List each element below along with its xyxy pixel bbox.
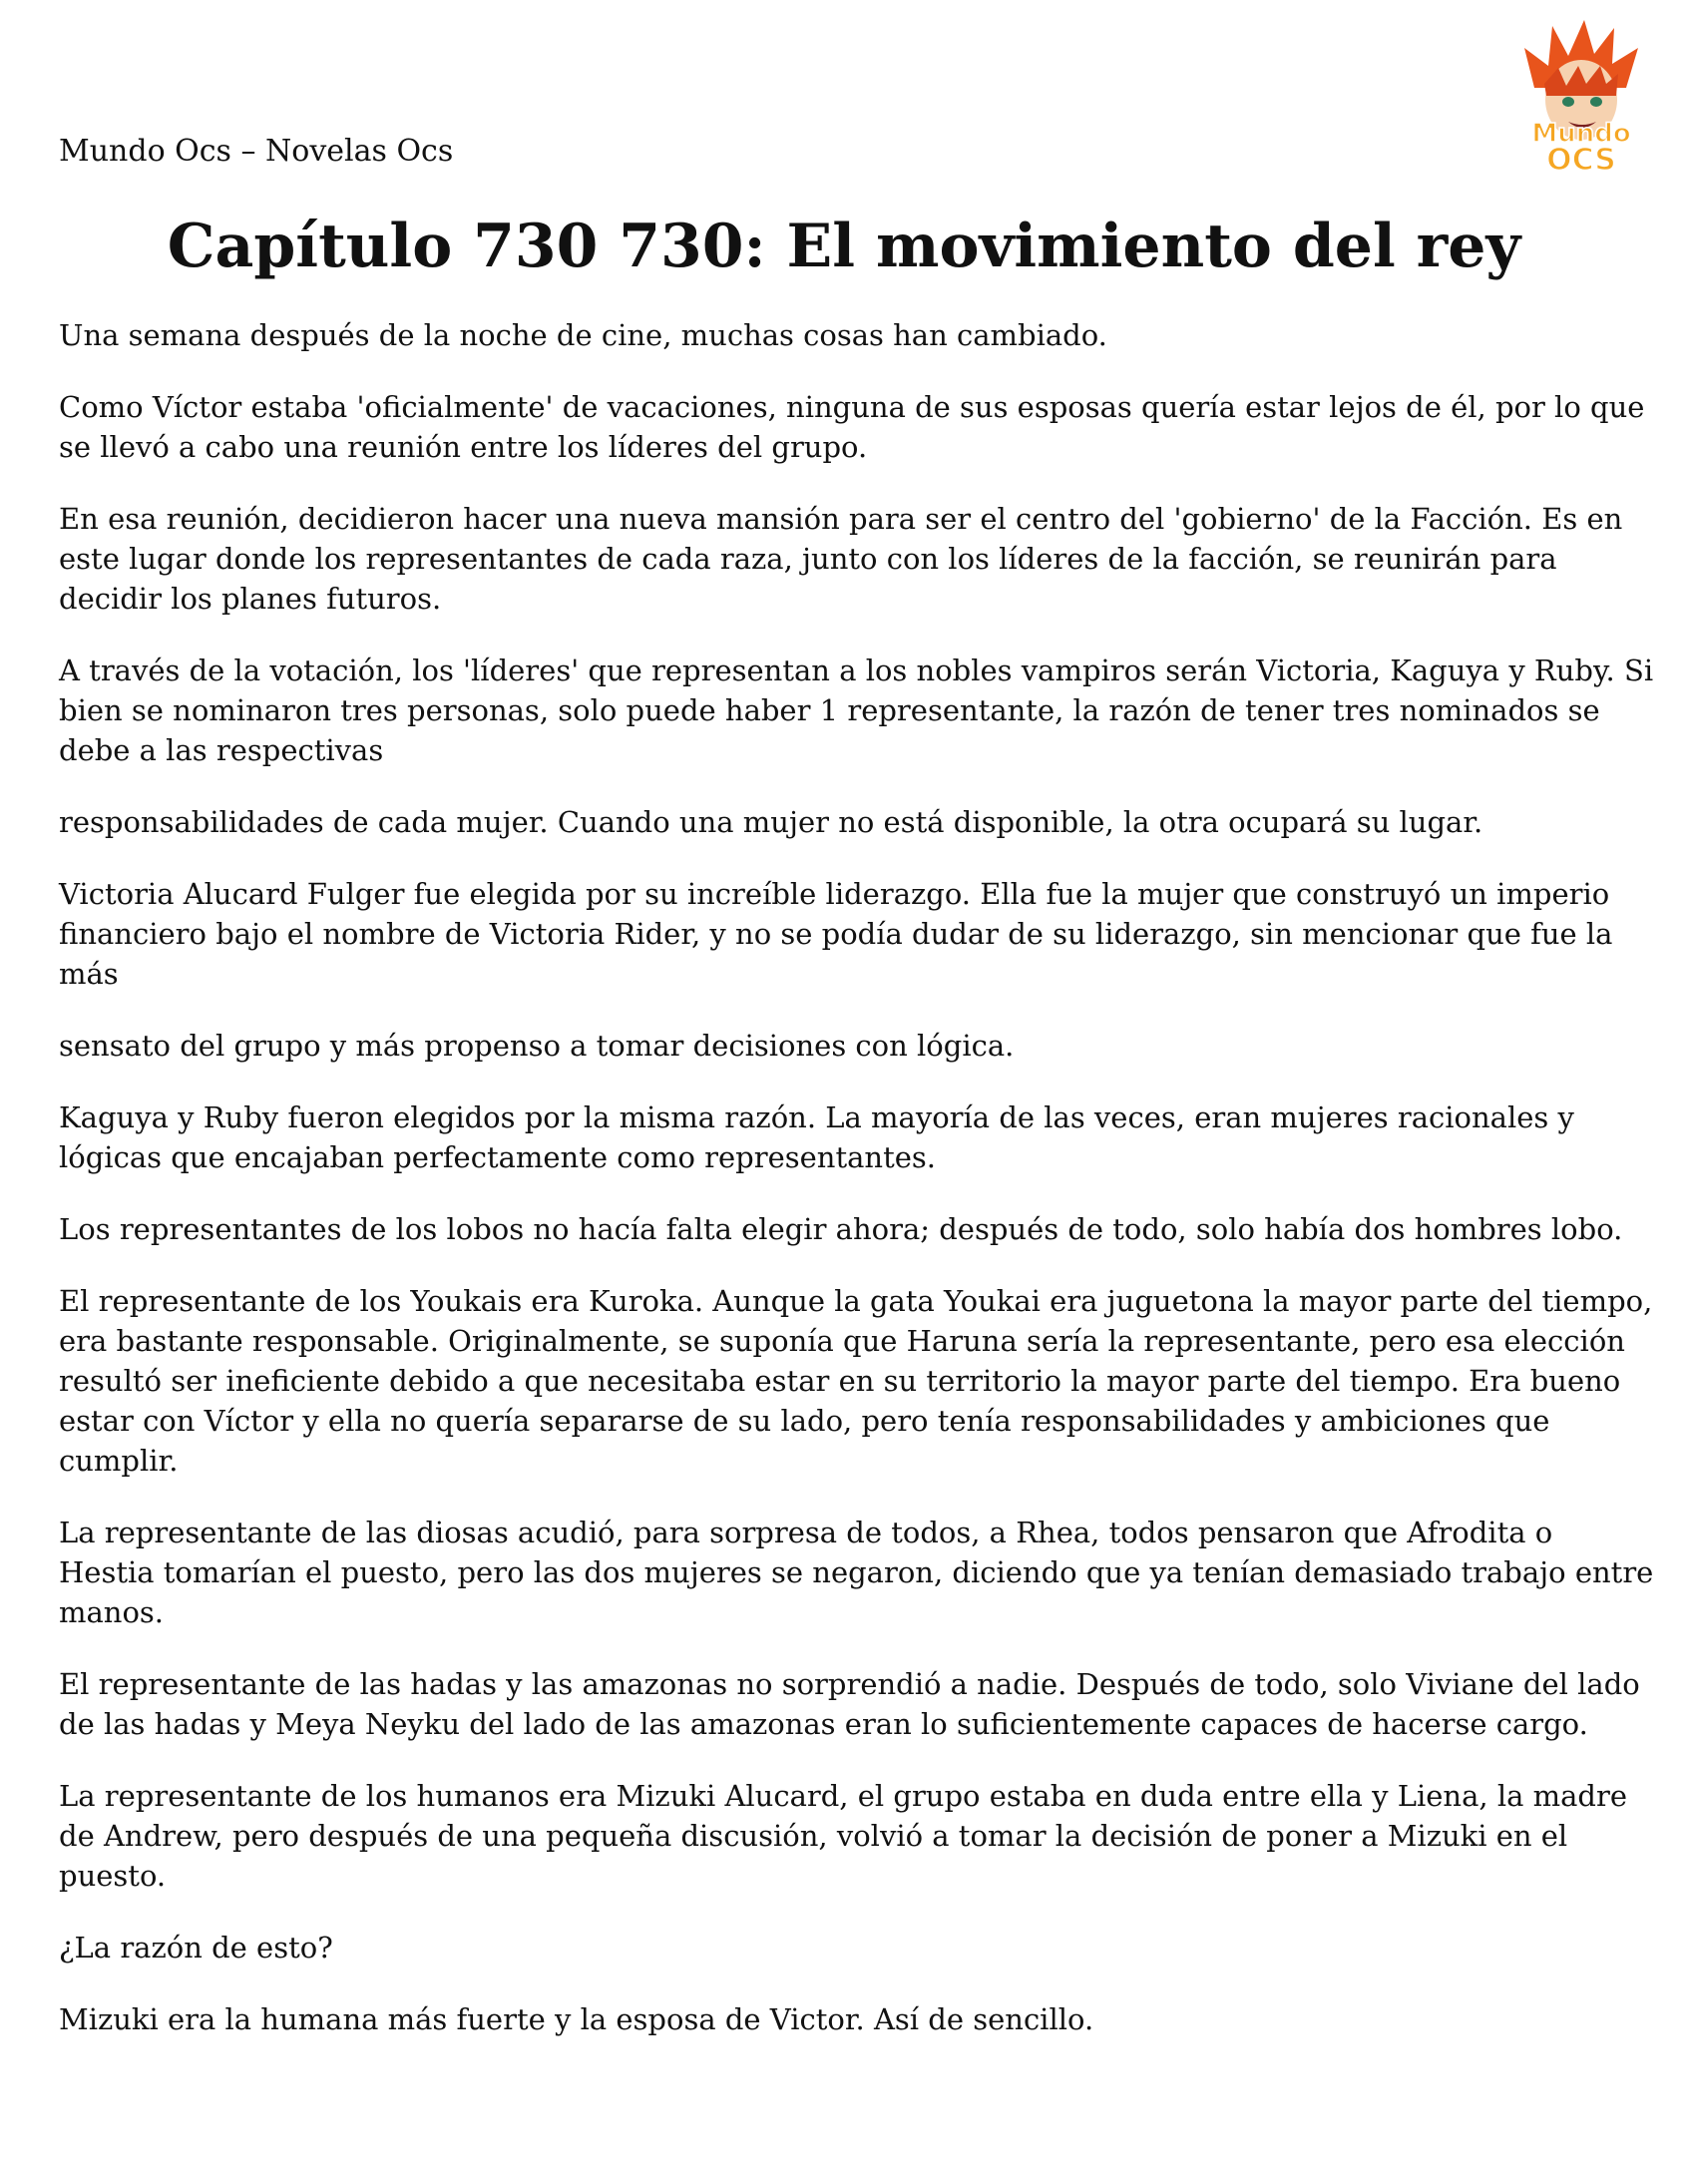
paragraph: Los representantes de los lobos no hacía falta elegir ahora; después de todo, solo había dos hombres lobo. xyxy=(59,1212,1623,1246)
paragraph: La representante de las diosas acudió, para sorpresa de todos, a Rhea, todos pensaron que Afrodita o Hestia tomarían el puesto, pero las dos mujeres se negaron, diciendo que ya tenían demasiado trabajo entre manos. xyxy=(59,1516,1654,1629)
chapter-body xyxy=(59,315,1655,2071)
logo-text-bottom: OCS xyxy=(1546,143,1616,178)
mundo-ocs-logo xyxy=(1506,18,1656,178)
paragraph: Como Víctor estaba 'oficialmente' de vacaciones, ninguna de sus esposas quería estar lejos de él, por lo que se llevó a cabo una reunión entre los líderes del grupo. xyxy=(59,390,1645,464)
chapter-title: Capítulo 730 730: El movimiento del rey xyxy=(167,212,1521,281)
site-header: Mundo Ocs – Novelas Ocs xyxy=(59,134,454,169)
logo-graphic xyxy=(1506,18,1656,178)
paragraph: El representante de las hadas y las amazonas no sorprendió a nadie. Después de todo, solo Viviane del lado de las hadas y Meya Neyku del lado de las amazonas eran lo suficientemente capaces de hacerse cargo. xyxy=(59,1667,1640,1741)
paragraph: A través de la votación, los 'líderes' que representan a los nobles vampiros serán Victoria, Kaguya y Ruby. Si bien se nominaron tres personas, solo puede haber 1 representante, la razón de tener tres nominados se debe a las respectivas xyxy=(59,654,1654,767)
paragraph: Kaguya y Ruby fueron elegidos por la misma razón. La mayoría de las veces, eran mujeres racionales y lógicas que encajaban perfectamente como representantes. xyxy=(59,1100,1574,1174)
logo-text-top: Mundo xyxy=(1531,119,1631,149)
paragraph: Victoria Alucard Fulger fue elegida por su increíble liderazgo. Ella fue la mujer que construyó un imperio financiero bajo el nombre de Victoria Rider, y no se podía dudar de su liderazgo, sin mencionar que fue la más xyxy=(59,877,1613,991)
paragraph: Una semana después de la noche de cine, muchas cosas han cambiado. xyxy=(59,318,1107,352)
paragraph: responsabilidades de cada mujer. Cuando una mujer no está disponible, la otra ocupará su lugar. xyxy=(59,805,1483,839)
paragraph: El representante de los Youkais era Kuroka. Aunque la gata Youkai era juguetona la mayor parte del tiempo, era bastante responsable. Originalmente, se suponía que Haruna sería la representante, pero esa elección resultó ser ineficiente debido a que necesitaba estar en su territorio la mayor parte del tiempo. Era bueno estar con Víctor y ella no quería separarse de su lado, pero tenía responsabilidades y ambiciones que cumplir. xyxy=(59,1284,1653,1478)
paragraph: sensato del grupo y más propenso a tomar decisiones con lógica. xyxy=(59,1029,1015,1063)
paragraph: Mizuki era la humana más fuerte y la esposa de Victor. Así de sencillo. xyxy=(59,2002,1094,2036)
paragraph: ¿La razón de esto? xyxy=(59,1931,333,1965)
paragraph: La representante de los humanos era Mizuki Alucard, el grupo estaba en duda entre ella y Liena, la madre de Andrew, pero después de una pequeña discusión, volvió a tomar la decisión de poner a Mizuki en el puesto. xyxy=(59,1779,1627,1893)
paragraph: En esa reunión, decidieron hacer una nueva mansión para ser el centro del 'gobierno' de la Facción. Es en este lugar donde los representantes de cada raza, junto con los líderes de la facción, se reunirán para decidir los planes futuros. xyxy=(59,502,1623,616)
